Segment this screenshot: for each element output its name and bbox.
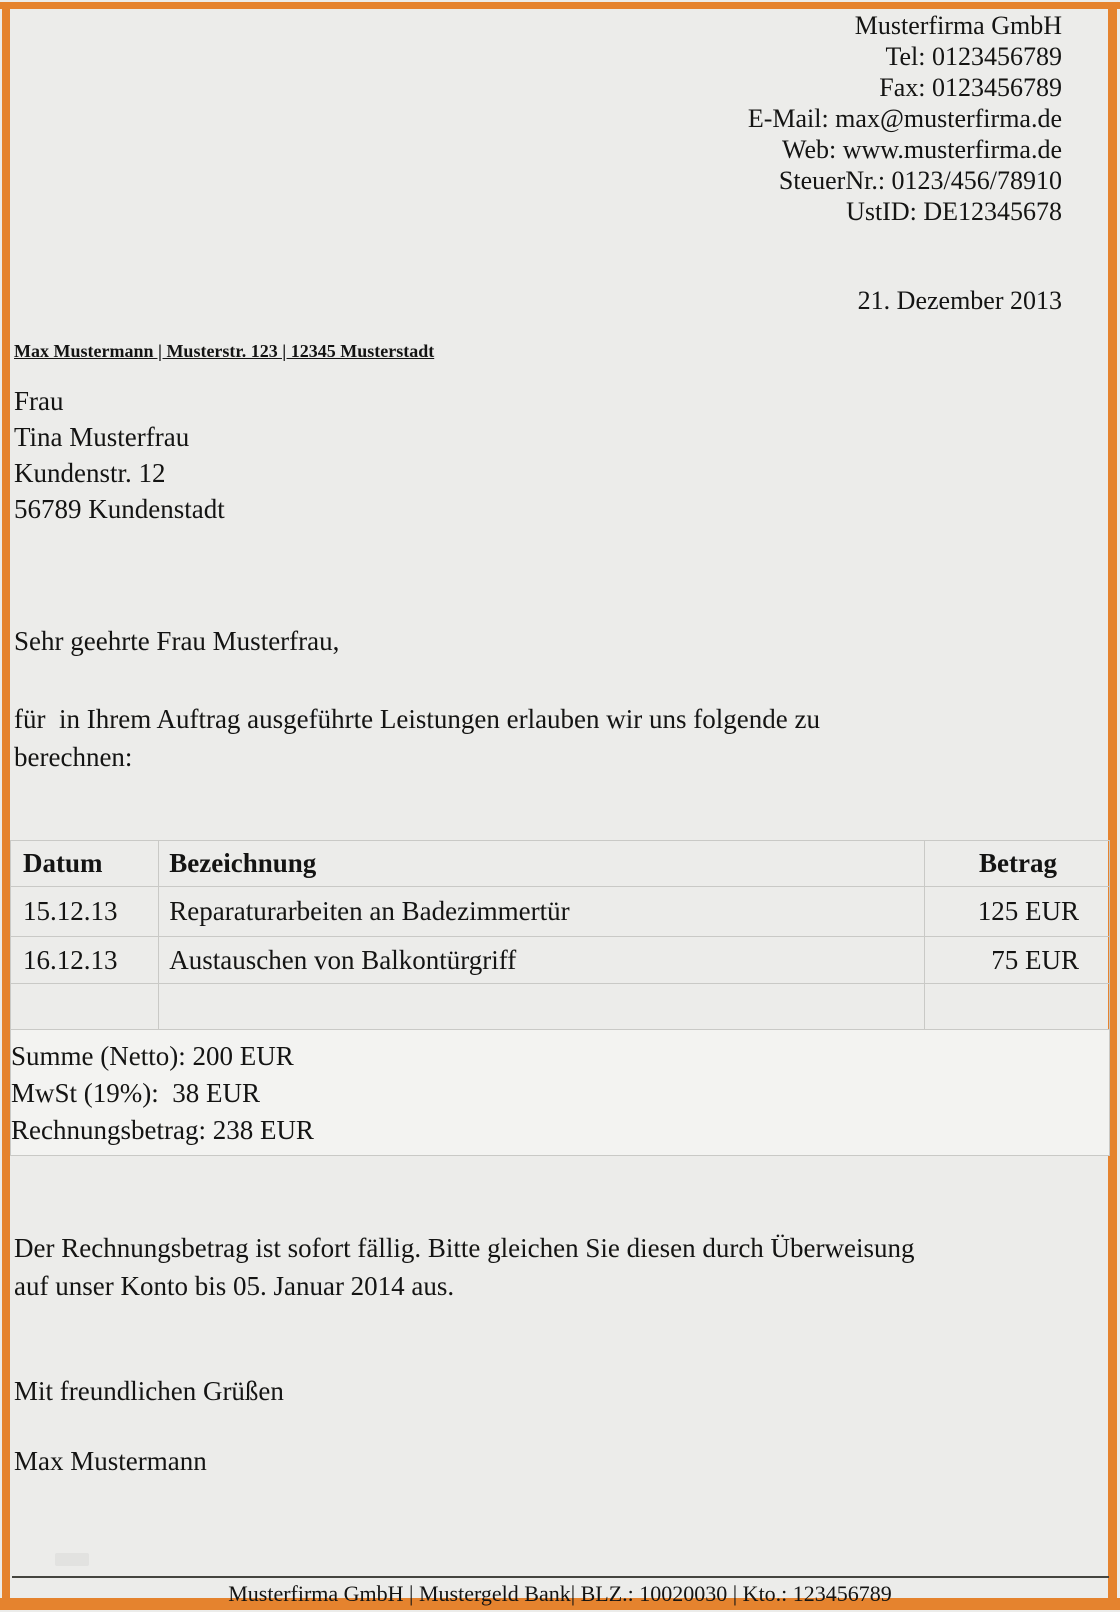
table-row [11,887,1110,937]
payment-terms-line: Der Rechnungsbetrag ist sofort fällig. Bitte gleichen Sie diesen durch Überweisung [14,1233,915,1263]
page-border-top [0,2,1120,9]
item-date: 16.12.13 [11,937,159,984]
item-amount: 125 EUR [924,887,1109,937]
company-name: Musterfirma GmbH [854,11,1062,40]
company-web: Web: www.musterfirma.de [782,135,1062,164]
item-amount [924,984,1109,1030]
recipient-salutation-title: Frau [14,386,64,416]
table-row-empty [11,984,1110,1030]
intro-paragraph-line: berechnen: [14,742,133,772]
letter-date: 21. Dezember 2013 [857,286,1062,315]
recipient-street: Kundenstr. 12 [14,458,166,488]
column-header-bezeichnung: Bezeichnung [159,841,924,887]
recipient-name: Tina Musterfrau [14,422,190,452]
closing-salutation: Mit freundlichen Grüßen [14,1376,284,1406]
company-tax-number: SteuerNr.: 0123/456/78910 [778,166,1062,195]
item-description [159,984,924,1030]
faint-watermark-mark [55,1553,89,1566]
item-description: Austauschen von Balkontürgriff [159,937,924,984]
column-header-datum: Datum [11,841,159,887]
total-vat: MwSt (19%): 38 EUR [11,1078,260,1108]
salutation: Sehr geehrte Frau Musterfrau, [14,626,340,656]
signature-name: Max Mustermann [14,1446,207,1476]
item-date: 15.12.13 [11,887,159,937]
page-border-left [2,2,10,1608]
company-email: E-Mail: max@musterfirma.de [747,104,1062,133]
recipient-address [14,383,225,527]
intro-paragraph [14,700,820,776]
payment-terms-paragraph [14,1229,915,1305]
total-gross: Rechnungsbetrag: 238 EUR [11,1115,314,1145]
recipient-city: 56789 Kundenstadt [14,494,225,524]
company-vat-id: UstID: DE12345678 [846,197,1062,226]
sender-return-address: Max Mustermann | Musterstr. 123 | 12345 Musterstadt [14,341,435,361]
table-row [11,937,1110,984]
invoice-items-table [10,840,1110,1156]
item-date [11,984,159,1030]
totals-block [11,1030,1110,1156]
company-header [748,10,1062,227]
footer-bank-details: Musterfirma GmbH | Mustergeld Bank| BLZ.: 10020030 | Kto.: 123456789 [228,1581,892,1606]
payment-terms-line: auf unser Konto bis 05. Januar 2014 aus. [14,1271,455,1301]
page-border-right [1108,2,1117,1608]
item-description: Reparaturarbeiten an Badezimmertür [159,887,924,937]
company-phone: Tel: 0123456789 [885,42,1062,71]
table-header-row [11,841,1110,887]
total-net: Summe (Netto): 200 EUR [11,1041,294,1071]
totals-row [11,1030,1110,1156]
item-amount: 75 EUR [924,937,1109,984]
intro-paragraph-line: für in Ihrem Auftrag ausgeführte Leistungen erlauben wir uns folgende zu [14,704,820,734]
footer-divider-line [12,1576,1109,1578]
company-fax: Fax: 0123456789 [879,73,1062,102]
column-header-betrag: Betrag [924,841,1109,887]
